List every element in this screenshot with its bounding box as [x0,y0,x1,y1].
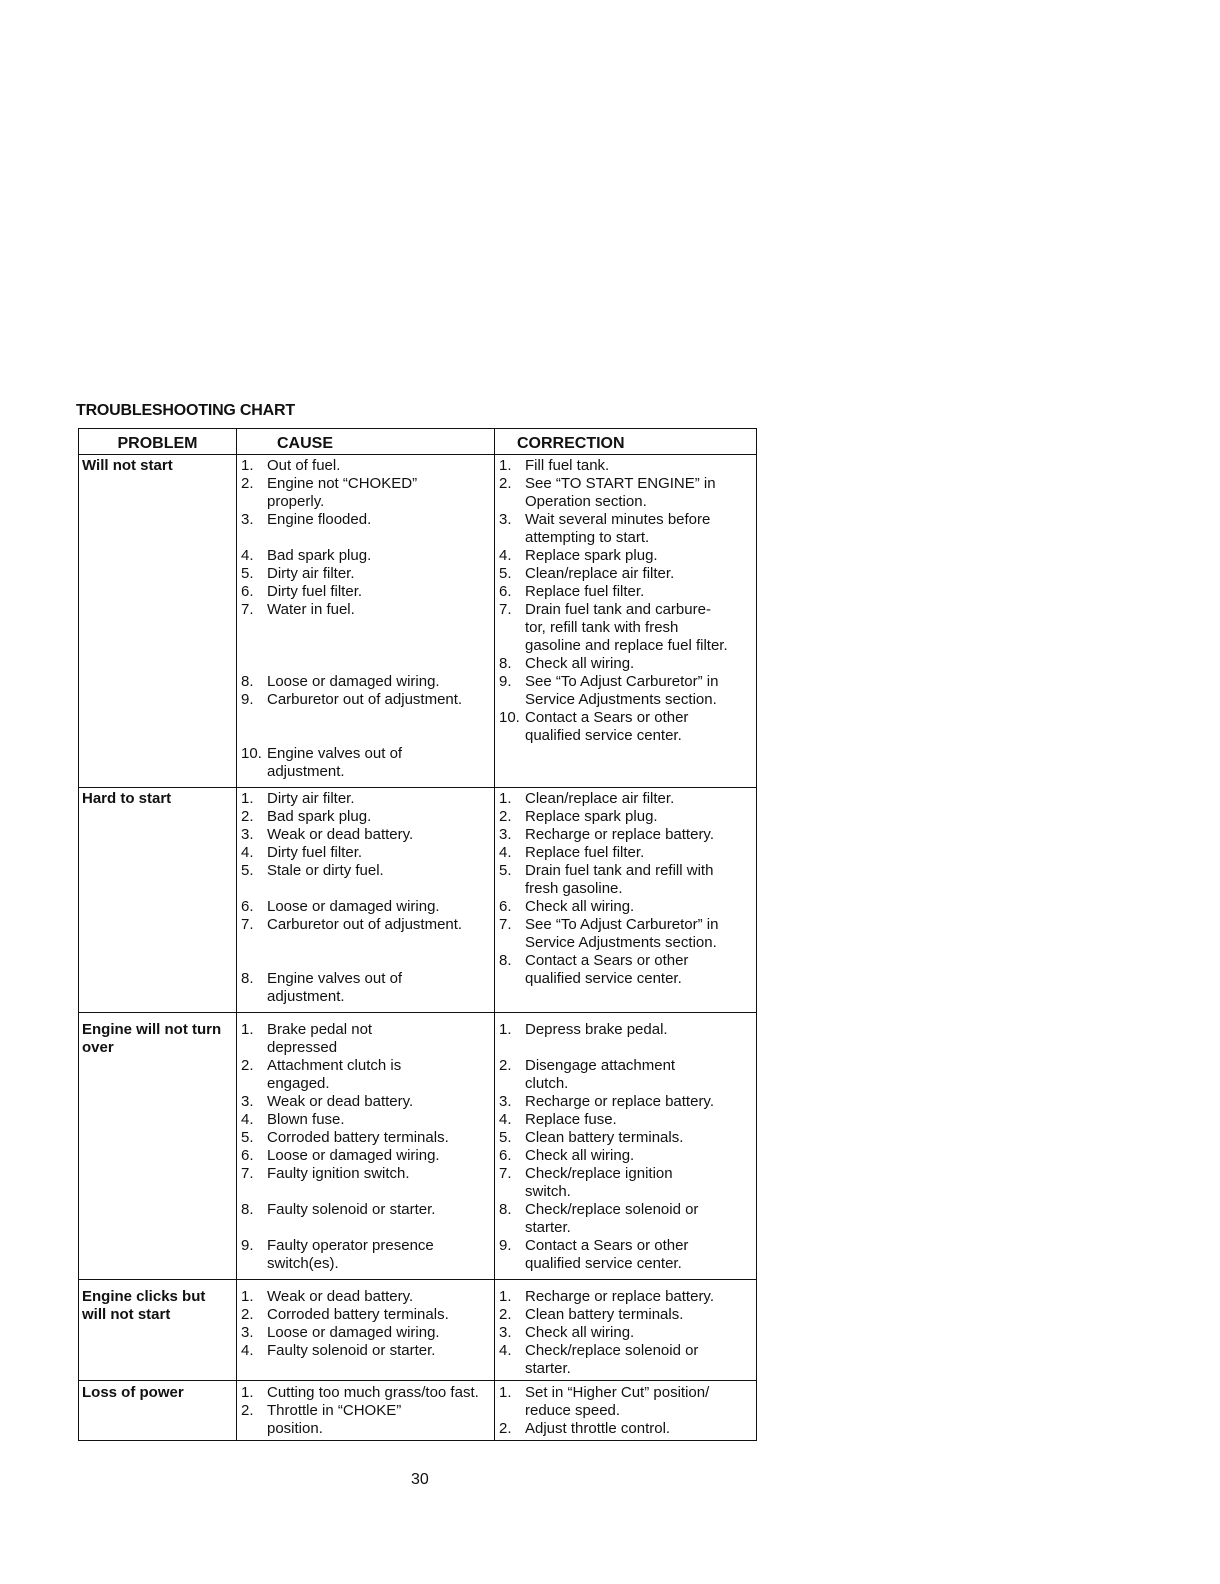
cause-cell [237,1280,495,1381]
item-number: 3. [499,1324,512,1341]
cause-item [241,1342,494,1360]
correction-item [499,655,756,673]
item-number: 8. [499,655,512,672]
item-number: 4. [241,844,254,861]
item-number: 5. [241,1129,254,1146]
header-correction: CORRECTION [495,429,757,455]
item-number: 3. [241,826,254,843]
cause-item [241,1384,494,1402]
table-row [79,455,757,788]
correction-item [499,1201,756,1237]
item-number: 8. [241,673,254,690]
cause-item [241,862,494,880]
correction-item [499,457,756,475]
correction-item [499,1129,756,1147]
item-text: Check all wiring. [525,1324,635,1341]
item-number: 1. [499,1021,512,1038]
cause-item [241,457,494,475]
problem-cell: Hard to start [79,788,237,1013]
item-text: See “To Adjust Carburetor” in Service Adjustments section. [525,673,719,708]
item-number: 2. [241,1306,254,1323]
item-text: Adjust throttle control. [525,1420,671,1437]
item-number: 3. [499,1093,512,1110]
item-text: Replace fuse. [525,1111,617,1128]
item-text: Set in “Higher Cut” position/ reduce speed. [525,1384,710,1419]
correction-item [499,844,756,862]
item-text: Blown fuse. [267,1111,345,1128]
item-text: Brake pedal not depressed [267,1021,373,1056]
item-number: 6. [499,583,512,600]
item-text: Dirty fuel filter. [267,583,363,600]
item-text: Corroded battery terminals. [267,1129,449,1146]
item-text: Check all wiring. [525,898,635,915]
item-number: 2. [241,475,254,492]
item-number: 5. [241,565,254,582]
item-number: 8. [241,1201,254,1218]
item-text: Engine not “CHOKED” properly. [267,475,418,510]
item-text: Check all wiring. [525,655,635,672]
item-text: Clean/replace air filter. [525,565,675,582]
cause-item [241,583,494,601]
item-number: 4. [241,547,254,564]
cause-item [241,844,494,862]
table-row [79,1381,757,1441]
item-text: Engine valves out of adjustment. [267,970,403,1005]
correction-item [499,1288,756,1306]
item-number: 6. [499,898,512,915]
item-number: 7. [499,916,512,933]
item-text: Recharge or replace battery. [525,826,714,843]
item-text: Clean battery terminals. [525,1129,684,1146]
cause-item [241,916,494,934]
item-number: 8. [241,970,254,987]
correction-item [499,511,756,547]
item-number: 6. [241,898,254,915]
item-text: Carburetor out of adjustment. [267,916,463,933]
cause-item [241,1237,494,1273]
item-number: 1. [499,457,512,474]
item-number: 4. [241,1111,254,1128]
item-text: Recharge or replace battery. [525,1288,714,1305]
item-number: 10. [241,745,262,762]
item-text: Stale or dirty fuel. [267,862,384,879]
item-text: Dirty air filter. [267,790,355,807]
item-text: Loose or damaged wiring. [267,1147,440,1164]
item-text: Dirty fuel filter. [267,844,363,861]
table-row [79,1013,757,1280]
item-text: Contact a Sears or other qualified service center. [525,952,689,987]
item-number: 1. [241,457,254,474]
item-text: See “TO START ENGINE” in Operation section. [525,475,716,510]
correction-item [499,475,756,511]
item-text: Check/replace ignition switch. [525,1165,673,1200]
item-text: Wait several minutes before attempting to start. [525,511,711,546]
correction-item [499,1093,756,1111]
cause-cell [237,1013,495,1280]
correction-cell [495,1280,757,1381]
header-row [79,429,757,455]
cause-item [241,565,494,583]
item-text: Check/replace solenoid or starter. [525,1342,699,1377]
item-text: Loose or damaged wiring. [267,1324,440,1341]
item-text: Weak or dead battery. [267,826,414,843]
item-number: 1. [241,1288,254,1305]
cause-item [241,547,494,565]
correction-item [499,826,756,844]
item-text: Replace fuel filter. [525,844,645,861]
item-text: Engine valves out of adjustment. [267,745,403,780]
problem-cell: Engine clicks but will not start [79,1280,237,1381]
item-text: Throttle in “CHOKE” position. [267,1402,402,1437]
correction-item [499,1111,756,1129]
item-text: Disengage attachment clutch. [525,1057,676,1092]
cause-item [241,1201,494,1219]
item-text: Loose or damaged wiring. [267,898,440,915]
item-number: 4. [499,1342,512,1359]
item-text: Clean battery terminals. [525,1306,684,1323]
header-cause: CAUSE [237,429,495,455]
cause-item [241,898,494,916]
correction-item [499,601,756,655]
cause-cell [237,1381,495,1441]
item-number: 6. [241,1147,254,1164]
cause-item [241,1093,494,1111]
correction-item [499,1342,756,1378]
item-text: Faulty solenoid or starter. [267,1342,436,1359]
cause-item [241,1057,494,1093]
cause-item [241,790,494,808]
correction-cell [495,1013,757,1280]
item-number: 2. [241,1402,254,1419]
item-number: 7. [241,916,254,933]
item-text: Carburetor out of adjustment. [267,691,463,708]
cause-item [241,601,494,619]
cause-item [241,1402,494,1438]
item-text: Replace spark plug. [525,547,658,564]
item-number: 1. [241,1384,254,1401]
item-text: Water in fuel. [267,601,355,618]
item-text: Cutting too much grass/too fast. [267,1384,479,1401]
problem-cell: Engine will not turn over [79,1013,237,1280]
cause-item [241,1021,494,1057]
cause-item [241,1324,494,1342]
troubleshooting-table [78,428,757,1441]
correction-item [499,1324,756,1342]
header-problem: PROBLEM [79,429,237,455]
table-row [79,788,757,1013]
item-number: 1. [499,790,512,807]
problem-cell: Loss of power [79,1381,237,1441]
item-text: Bad spark plug. [267,547,372,564]
item-text: Replace fuel filter. [525,583,645,600]
item-text: Weak or dead battery. [267,1288,414,1305]
item-number: 4. [499,1111,512,1128]
item-number: 1. [241,790,254,807]
correction-item [499,1165,756,1201]
correction-item [499,1306,756,1324]
item-number: 9. [499,673,512,690]
cause-item [241,691,494,709]
item-text: Depress brake pedal. [525,1021,668,1038]
correction-item [499,1420,756,1438]
item-number: 3. [499,511,512,528]
cause-item [241,1129,494,1147]
item-number: 2. [241,808,254,825]
item-number: 7. [499,601,512,618]
item-text: Bad spark plug. [267,808,372,825]
item-text: Clean/replace air filter. [525,790,675,807]
item-number: 2. [499,808,512,825]
item-text: Corroded battery terminals. [267,1306,449,1323]
correction-item [499,709,756,745]
item-number: 5. [499,862,512,879]
cause-item [241,745,494,781]
item-text: Dirty air filter. [267,565,355,582]
correction-cell [495,455,757,788]
item-text: Out of fuel. [267,457,341,474]
item-number: 3. [499,826,512,843]
item-number: 6. [241,583,254,600]
item-text: Check all wiring. [525,1147,635,1164]
item-number: 6. [499,1147,512,1164]
item-number: 2. [499,1306,512,1323]
page-number: 30 [411,1471,429,1488]
item-number: 5. [241,862,254,879]
cause-cell [237,455,495,788]
item-number: 9. [241,1237,254,1254]
item-number: 2. [241,1057,254,1074]
correction-item [499,1057,756,1093]
item-text: Check/replace solenoid or starter. [525,1201,699,1236]
item-number: 7. [241,1165,254,1182]
correction-item [499,808,756,826]
problem-cell: Will not start [79,455,237,788]
item-number: 2. [499,1057,512,1074]
item-number: 5. [499,1129,512,1146]
table-row [79,1280,757,1381]
item-number: 9. [241,691,254,708]
item-number: 1. [499,1384,512,1401]
item-text: Faulty operator presence switch(es). [267,1237,434,1272]
item-number: 3. [241,1093,254,1110]
item-number: 2. [499,475,512,492]
correction-cell [495,788,757,1013]
correction-item [499,1147,756,1165]
correction-item [499,547,756,565]
item-number: 4. [241,1342,254,1359]
item-text: Fill fuel tank. [525,457,610,474]
item-text: Engine flooded. [267,511,372,528]
item-number: 3. [241,1324,254,1341]
item-number: 8. [499,952,512,969]
item-number: 10. [499,709,520,726]
correction-item [499,1384,756,1420]
correction-item [499,898,756,916]
correction-item [499,916,756,952]
item-number: 7. [241,601,254,618]
item-text: Drain fuel tank and refill with fresh gasoline. [525,862,714,897]
item-text: Faulty ignition switch. [267,1165,410,1182]
item-number: 1. [499,1288,512,1305]
cause-item [241,970,494,1006]
correction-item [499,673,756,709]
correction-item [499,862,756,898]
cause-item [241,475,494,511]
item-text: Drain fuel tank and carbure- tor, refill tank with fresh gasoline and replace fuel filter. [525,601,728,654]
item-number: 3. [241,511,254,528]
cause-item [241,511,494,529]
correction-item [499,1021,756,1039]
cause-item [241,1111,494,1129]
correction-item [499,952,756,988]
cause-item [241,1147,494,1165]
item-text: See “To Adjust Carburetor” in Service Adjustments section. [525,916,719,951]
item-number: 2. [499,1420,512,1437]
item-text: Contact a Sears or other qualified service center. [525,709,689,744]
cause-item [241,1165,494,1183]
item-number: 1. [241,1021,254,1038]
item-text: Contact a Sears or other qualified service center. [525,1237,689,1272]
item-text: Recharge or replace battery. [525,1093,714,1110]
chart-title: TROUBLESHOOTING CHART [76,402,295,419]
item-text: Weak or dead battery. [267,1093,414,1110]
cause-item [241,1288,494,1306]
item-number: 9. [499,1237,512,1254]
item-number: 4. [499,844,512,861]
item-text: Replace spark plug. [525,808,658,825]
correction-item [499,565,756,583]
cause-item [241,673,494,691]
cause-item [241,808,494,826]
correction-item [499,790,756,808]
item-number: 7. [499,1165,512,1182]
item-number: 5. [499,565,512,582]
correction-item [499,583,756,601]
item-number: 8. [499,1201,512,1218]
correction-item [499,1237,756,1273]
correction-cell [495,1381,757,1441]
item-text: Attachment clutch is engaged. [267,1057,402,1092]
item-text: Faulty solenoid or starter. [267,1201,436,1218]
item-number: 4. [499,547,512,564]
item-text: Loose or damaged wiring. [267,673,440,690]
cause-item [241,1306,494,1324]
cause-item [241,826,494,844]
cause-cell [237,788,495,1013]
